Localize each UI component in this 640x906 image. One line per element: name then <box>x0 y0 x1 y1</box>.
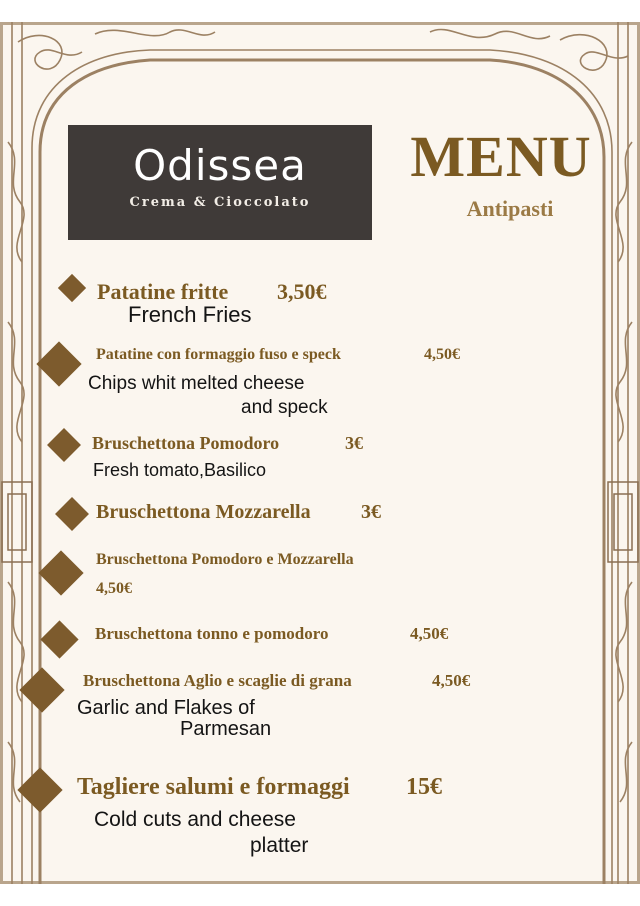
item-description: platter <box>250 834 309 857</box>
item-description: Garlic and Flakes of <box>77 697 255 719</box>
item-description: Parmesan <box>180 718 272 740</box>
menu-title: MENU <box>410 124 592 189</box>
item-description: French Fries <box>128 302 252 327</box>
item-name: Tagliere salumi e formaggi <box>77 774 350 800</box>
item-description: Fresh tomato,Basilico <box>93 460 267 480</box>
item-price: 3€ <box>345 433 363 453</box>
logo-tagline: Crema & Cioccolato <box>129 195 311 210</box>
item-description: and speck <box>241 397 328 418</box>
section-title: Antipasti <box>466 196 554 221</box>
item-price: 3€ <box>361 501 381 523</box>
item-name: Patatine con formaggio fuso e speck <box>96 346 341 363</box>
item-price: 3,50€ <box>277 279 327 304</box>
item-name: Bruschettona Aglio e scaglie di grana <box>83 671 352 690</box>
item-name: Patatine fritte <box>97 279 229 304</box>
item-price: 4,50€ <box>424 346 460 363</box>
item-name: Bruschettona Pomodoro e Mozzarella <box>96 551 354 568</box>
item-name: Bruschettona Mozzarella <box>96 501 311 523</box>
logo-name: Odissea <box>133 141 307 190</box>
item-price: 4,50€ <box>410 624 449 643</box>
item-description: Chips whit melted cheese <box>88 373 305 394</box>
item-name: Bruschettona Pomodoro <box>92 433 280 453</box>
item-price: 4,50€ <box>432 671 471 690</box>
item-price: 4,50€ <box>96 580 132 597</box>
logo <box>68 125 372 240</box>
item-name: Bruschettona tonno e pomodoro <box>95 624 329 643</box>
item-description: Cold cuts and cheese <box>94 808 296 831</box>
item-price: 15€ <box>406 774 442 800</box>
